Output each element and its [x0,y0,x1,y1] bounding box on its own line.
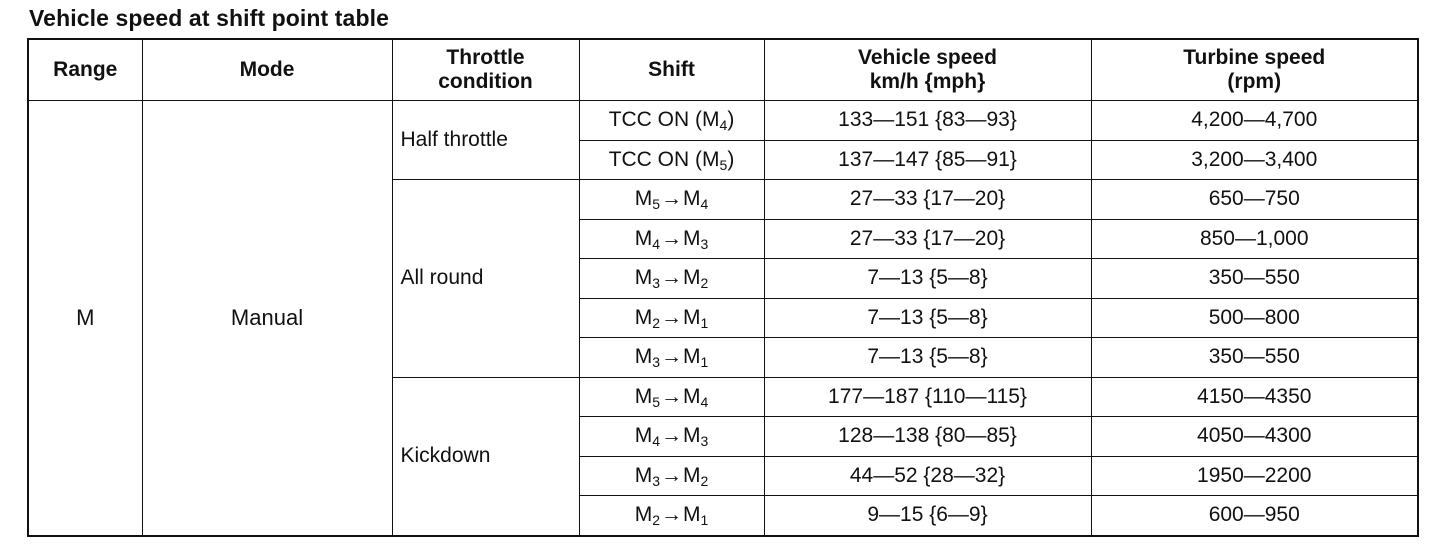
vehicle-speed-cell: 133—151 {83—93} [764,101,1091,141]
vehicle-speed-cell: 9—15 {6—9} [764,496,1091,536]
table-row [28,101,1418,141]
turbine-speed-cell: 1950—2200 [1091,456,1418,496]
header-row [28,39,1418,101]
shift-cell: $M_3\to M_2$ [579,456,764,496]
vehicle-speed-cell: 128—138 {80—85} [764,417,1091,457]
vehicle-speed-cell: 137—147 {85—91} [764,140,1091,180]
shift-cell: $M_3\to M_1$ [579,338,764,378]
arrow-icon: → [661,305,682,329]
gear-subscript: 3 [652,354,660,371]
throttle-condition-allround: All round [392,180,579,378]
gear-subscript: 2 [700,472,709,489]
shift-point-table [27,38,1419,537]
turbine-speed-cell: 850—1,000 [1091,219,1418,259]
shift-cell: $M_4\to M_3$ [579,417,764,457]
shift-cell: $M_4\to M_3$ [579,219,764,259]
header-throttle-line2: condition [438,70,533,93]
header-vehicle-speed [764,39,1091,101]
shift-cell: $M_5\to M_4$ [579,377,764,417]
header-vehicle-line1: Vehicle speed [858,46,997,69]
gear-subscript: 4 [652,235,660,252]
gear-subscript: 4 [719,117,728,134]
header-turbine-speed [1091,39,1418,101]
shift-cell: $M_5\to M_4$ [579,180,764,220]
gear-subscript: 1 [700,354,709,371]
vehicle-speed-cell: 27—33 {17—20} [764,219,1091,259]
turbine-speed-cell: 500—800 [1091,298,1418,338]
header-turbine-line1: Turbine speed [1183,46,1326,69]
arrow-icon: → [661,424,682,448]
turbine-speed-cell: 4,200—4,700 [1091,101,1418,141]
arrow-icon: → [661,503,682,527]
header-shift: Shift [579,39,764,101]
gear-subscript: 1 [700,512,709,529]
shift-cell: $M_2\to M_1$ [579,496,764,536]
gear-subscript: 3 [652,275,660,292]
throttle-condition-half: Half throttle [392,101,579,180]
header-throttle-line1: Throttle [446,46,525,69]
vehicle-speed-cell: 7—13 {5—8} [764,298,1091,338]
page-title: Vehicle speed at shift point table [29,5,389,31]
header-vehicle-line2: km/h {mph} [869,70,986,93]
vehicle-speed-cell: 27—33 {17—20} [764,180,1091,220]
shift-cell: TCC ON $(M_4)$ [579,101,764,141]
gear-subscript: 3 [700,433,709,450]
gear-subscript: 2 [652,314,660,331]
gear-subscript: 2 [652,512,660,529]
shift-cell: TCC ON $(M_5)$ [579,140,764,180]
gear-subscript: 5 [652,196,660,213]
throttle-condition-kickdown: Kickdown [392,377,579,536]
gear-subscript: 4 [652,433,660,450]
arrow-icon: → [661,384,682,408]
gear-subscript: 4 [700,393,709,410]
gear-subscript: 4 [700,196,709,213]
turbine-speed-cell: 3,200—3,400 [1091,140,1418,180]
turbine-speed-cell: 600—950 [1091,496,1418,536]
arrow-icon: → [661,226,682,250]
header-turbine-line2: (rpm) [1227,70,1282,93]
header-mode: Mode [142,39,392,101]
arrow-icon: → [661,266,682,290]
turbine-speed-cell: 4050—4300 [1091,417,1418,457]
header-range: Range [28,39,142,101]
vehicle-speed-cell: 44—52 {28—32} [764,456,1091,496]
gear-subscript: 5 [719,156,728,173]
gear-subscript: 2 [700,275,709,292]
vehicle-speed-cell: 177—187 {110—115} [764,377,1091,417]
arrow-icon: → [661,345,682,369]
arrow-icon: → [661,187,682,211]
header-throttle-condition [392,39,579,101]
arrow-icon: → [661,463,682,487]
vehicle-speed-cell: 7—13 {5—8} [764,338,1091,378]
shift-cell: $M_3\to M_2$ [579,259,764,299]
turbine-speed-cell: 4150—4350 [1091,377,1418,417]
gear-subscript: 3 [652,472,660,489]
shift-cell: $M_2\to M_1$ [579,298,764,338]
gear-subscript: 5 [652,393,660,410]
mode-cell: Manual [142,101,392,536]
turbine-speed-cell: 350—550 [1091,338,1418,378]
turbine-speed-cell: 350—550 [1091,259,1418,299]
range-cell: M [28,101,142,536]
gear-subscript: 1 [700,314,709,331]
vehicle-speed-cell: 7—13 {5—8} [764,259,1091,299]
turbine-speed-cell: 650—750 [1091,180,1418,220]
gear-subscript: 3 [700,235,709,252]
